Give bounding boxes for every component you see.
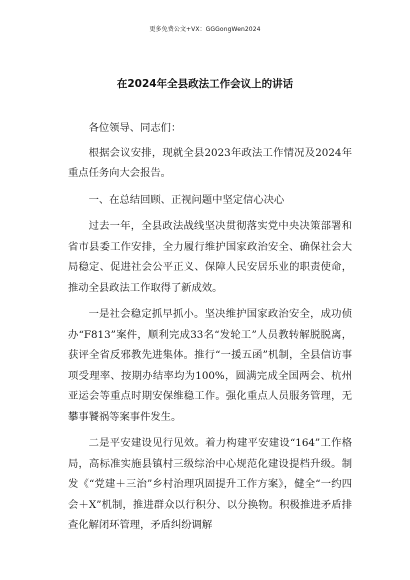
- document-body: [68, 118, 352, 542]
- paragraph-point-1: 一是社会稳定抓早抓小。坚决维护国家政治安全，成功侦办“F813”案件，顺利完成33名“发轮工”人员教转解脱脱离，获评全省反邪教先进集体。推行“一援五函”机制，全县信访事项受理率、按期办结率均为100%，圆满完成全国两会、杭州亚运会等重点时期安保维稳工作。强化重点人员服务管理，无攀事饕祸等案事件发生。: [68, 308, 352, 423]
- header-watermark-text: 更多免费公文+VX：GGGongWen2024: [149, 26, 261, 33]
- salutation: 各位领导、同志们：: [88, 122, 182, 134]
- document-title: 在2024年全县政法工作会议上的讲话: [116, 78, 294, 90]
- page-header: [0, 24, 410, 33]
- paragraph-point-2: 二是平安建设见行见效。着力构建平安建设“164”工作格局，高标准实施县镇村三级综治中心规范化建设提档升级。制发《“党建＋三治”乡村治理巩固提升工作方案》，健全“一约四会＋X”机制，推进群众以行积分、以分换物。积极推进矛盾排查化解闭环管理，矛盾纠纷调解: [68, 437, 352, 531]
- paragraph-intro: 根据会议安排，现就全县2023年政法工作情况及2024年重点任务向大会报告。: [68, 146, 352, 179]
- section-heading-1: 一、在总结回顾、正视问题中坚定信心决心: [88, 193, 285, 206]
- paragraph-overview: 过去一年，全县政法战线坚决贯彻落实党中央决策部署和省市县委工作安排，全力履行维护国家政治安全、确保社会大局稳定、促进社会公平正义、保障人民安居乐业的职责使命，推动全县政法工作取得了新成效。: [68, 220, 352, 294]
